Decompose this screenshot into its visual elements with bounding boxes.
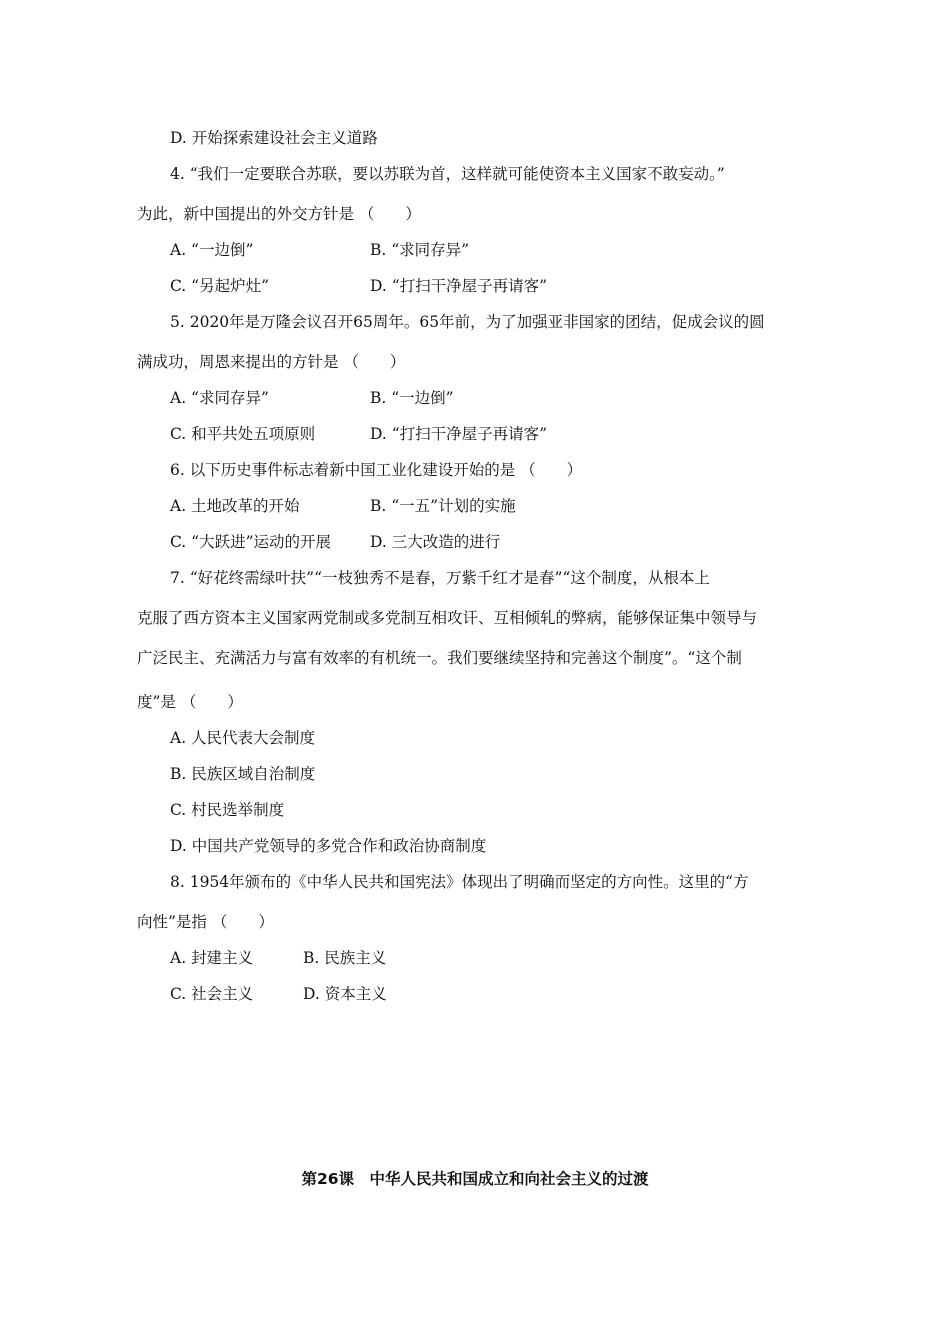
question-4-stem-line-1: 4. “我们一定要联合苏联，要以苏联为首，这样就可能使资本主义国家不敢妄动。” (170, 165, 725, 183)
question-7-option-a: A. 人民代表大会制度 (170, 729, 316, 747)
question-5-stem-line-2: 满成功，周恩来提出的方针是 （ ） (137, 353, 406, 371)
question-6-option-a: A. 土地改革的开始 (170, 497, 300, 515)
question-7-stem-line-4: 度”是 （ ） (137, 693, 243, 711)
section-title: 第26课 中华人民共和国成立和向社会主义的过渡 (301, 1170, 649, 1188)
question-6-stem-line-1: 6. 以下历史事件标志着新中国工业化建设开始的是 （ ） (170, 461, 583, 479)
question-7-option-d: D. 中国共产党领导的多党合作和政治协商制度 (170, 837, 487, 855)
question-5-stem-line-1: 5. 2020年是万隆会议召开65周年。65年前，为了加强亚非国家的团结，促成会议的圆 (170, 313, 765, 331)
question-7-stem-line-2: 克服了西方资本主义国家两党制或多党制互相攻讦、互相倾轧的弊病，能够保证集中领导与 (137, 609, 758, 627)
question-8-option-b: B. 民族主义 (303, 949, 387, 967)
question-7-stem-line-1: 7. “好花终需绿叶扶”“一枝独秀不是春，万紫千红才是春”“这个制度，从根本上 (170, 569, 710, 587)
question-6-option-b: B. “一五”计划的实施 (370, 497, 516, 515)
question-8-option-a: A. 封建主义 (170, 949, 254, 967)
question-7-option-c: C. 村民选举制度 (170, 801, 285, 819)
question-4-stem-line-2: 为此，新中国提出的外交方针是 （ ） (137, 205, 421, 223)
question-5-option-a: A. “求同存异” (170, 389, 269, 407)
question-4-option-d: D. “打扫干净屋子再请客” (370, 277, 548, 295)
question-6-option-d: D. 三大改造的进行 (370, 533, 501, 551)
question-8-stem-line-2: 向性”是指 （ ） (137, 913, 274, 931)
question-5-option-c: C. 和平共处五项原则 (170, 425, 316, 443)
question-8-option-c: C. 社会主义 (170, 985, 254, 1003)
question-7-option-b: B. 民族区域自治制度 (170, 765, 316, 783)
question-7-stem-line-3: 广泛民主、充满活力与富有效率的有机统一。我们要继续坚持和完善这个制度”。“这个制 (137, 649, 742, 667)
question-4-option-c: C. “另起炉灶” (170, 277, 270, 295)
question-8-stem-line-1: 8. 1954年颁布的《中华人民共和国宪法》体现出了明确而坚定的方向性。这里的“方 (170, 873, 749, 891)
prev-option-d: D. 开始探索建设社会主义道路 (170, 129, 378, 147)
question-4-option-b: B. “求同存异” (370, 241, 470, 259)
question-4-option-a: A. “一边倒” (170, 241, 254, 259)
question-6-option-c: C. “大跃进”运动的开展 (170, 533, 332, 551)
question-8-option-d: D. 资本主义 (303, 985, 387, 1003)
question-5-option-b: B. “一边倒” (370, 389, 454, 407)
question-5-option-d: D. “打扫干净屋子再请客” (370, 425, 548, 443)
